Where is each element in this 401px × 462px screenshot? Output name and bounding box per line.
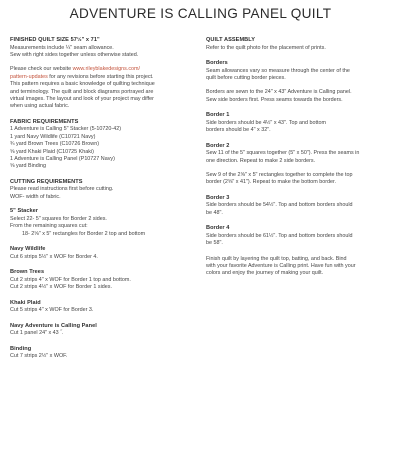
fabric-item: 1 yard Navy Wildlife (C10721 Navy) [10, 133, 96, 140]
border-3-heading: Border 3 [206, 194, 230, 201]
binding-heading: Binding [10, 345, 32, 352]
text-line: Side borders should be 4½" x 43". Top and bottom [206, 119, 327, 126]
text-line: Measurements include ¼" seam allowance. [10, 44, 114, 51]
text-line: Cut 1 panel 24" x 43 ˝. [10, 330, 64, 337]
text-line: border (2⅝" x 41"). Repeat to make the bottom border. [206, 179, 336, 186]
text-line: WOF- width of fabric. [10, 193, 61, 200]
border-2-section [206, 143, 396, 187]
text-line: with your favorite Adventure is Calling print. Have fun with your [206, 263, 356, 270]
quilt-assembly-section [206, 37, 396, 52]
text-line: Cut 2 strips 4" x WOF for Border 1 top and bottom. [10, 276, 131, 283]
fabric-requirements-section [10, 119, 202, 171]
left-column [10, 37, 202, 361]
text-line: Side borders should be 61½". Top and bottom borders should [206, 232, 353, 239]
text-line: when using actual fabric. [10, 103, 70, 110]
text-line: Finish quilt by layering the quilt top, batting, and back. Bind [206, 255, 347, 262]
text-line: be 48". [206, 209, 223, 216]
fabric-item: ¾ yard Brown Trees (C10726 Brown) [10, 141, 99, 148]
page-title: ADVENTURE IS CALLING PANEL QUILT [69, 6, 332, 21]
text-line [10, 74, 202, 81]
border-4-section [206, 225, 396, 247]
fabric-item: ⅝ yard Khaki Plaid (C10725 Khaki) [10, 148, 94, 155]
brown-trees-section [10, 269, 202, 291]
khaki-plaid-section [10, 300, 202, 315]
text-line: Side borders should be 54½". Top and bottom borders should [206, 202, 353, 209]
website-link[interactable]: www.rileyblakedesigns.com/ [72, 66, 141, 73]
text-line: Cut 5 strips 4" x WOF for Border 3. [10, 307, 94, 314]
text-line: Cut 6 strips 5½" x WOF for Border 4. [10, 253, 98, 260]
text-span: for any revisions before starting this project. [47, 73, 154, 80]
binding-section [10, 346, 202, 361]
finishing-section [206, 256, 396, 278]
text-line: Sew side borders first. Press seams towards the borders. [206, 96, 343, 103]
border-2-heading: Border 2 [206, 142, 230, 149]
text-line: Cut 2 strips 4½" x WOF for Border 1 sides. [10, 284, 112, 291]
website-notice-section [10, 66, 202, 110]
stacker-section [10, 208, 202, 238]
panel-section [10, 323, 202, 338]
fabric-item: 1 Adventure is Calling Panel (P10727 Navy) [10, 156, 115, 163]
text-line: borders should be 4" x 32". [206, 127, 271, 134]
borders-section [206, 60, 396, 104]
text-line: Sew 11 of the 5" squares together (5" x 50"). Press the seams in [206, 150, 360, 157]
text-line: be 58". [206, 240, 223, 247]
text-line: This pattern requires a basic knowledge of quilting technique [10, 81, 155, 88]
text-line: Select 22- 5" squares for Border 2 sides. [10, 215, 107, 222]
pattern-updates-link[interactable]: pattern-updates [10, 73, 48, 80]
text-line: and terminology. The quilt and block diagrams portrayed are [10, 88, 154, 95]
cutting-requirements-section [10, 179, 202, 201]
panel-heading: Navy Adventure is Calling Panel [10, 322, 97, 329]
stacker-heading: 5" Stacker [10, 208, 39, 215]
khaki-plaid-heading: Khaki Plaid [10, 299, 41, 306]
fabric-item: 1 Adventure is Calling 5" Stacker (5-10720-42) [10, 126, 121, 133]
finished-size-heading: FINISHED QUILT SIZE 57½" x 71" [10, 37, 100, 43]
text-line: quilt before cutting border pieces. [206, 75, 286, 81]
text-line: virtual images. The layout and look of your project may differ [10, 96, 154, 103]
text-line: Refer to the quilt photo for the placement of prints. [206, 44, 326, 51]
quilt-assembly-heading: QUILT ASSEMBLY [206, 37, 255, 43]
border-4-heading: Border 4 [206, 225, 230, 232]
text-line: Seam allowances vary so measure through the center of the [206, 67, 350, 74]
text-span: Please check our website [10, 66, 73, 73]
navy-wildlife-heading: Navy Wildlife [10, 246, 46, 253]
text-line: From the remaining squares cut: [10, 223, 88, 230]
borders-heading: Borders [206, 60, 228, 66]
text-line: Cut 7 strips 2½" x WOF. [10, 353, 68, 360]
text-line: Sew with right sides together unless otherwise stated. [10, 52, 139, 58]
text-line [10, 66, 202, 73]
border-1-heading: Border 1 [206, 112, 230, 119]
text-line: Sew 9 of the 2⅝" x 5" rectangles together to complete the top [206, 172, 353, 179]
border-3-section [206, 195, 396, 217]
fabric-requirements-heading: FABRIC REQUIREMENTS [10, 118, 79, 125]
text-line: 18- 2⅝" x 5" rectangles for Border 2 top and bottom [22, 230, 146, 237]
fabric-item: ⅝ yard Binding [10, 163, 46, 170]
text-line: one direction. Repeat to make 2 side borders. [206, 157, 316, 164]
navy-wildlife-section [10, 246, 202, 261]
border-1-section [206, 112, 396, 134]
text-line: Borders are sewn to the 24" x 43" Adventure is Calling panel. [206, 89, 352, 96]
finished-size-section [10, 37, 202, 59]
text-line: colors and enjoy the journey of making your quilt. [206, 270, 324, 277]
right-column [206, 37, 396, 278]
brown-trees-heading: Brown Trees [10, 269, 45, 276]
text-line: Please read instructions first before cutting. [10, 186, 114, 193]
cutting-requirements-heading: CUTTING REQUIREMENTS [10, 178, 83, 185]
